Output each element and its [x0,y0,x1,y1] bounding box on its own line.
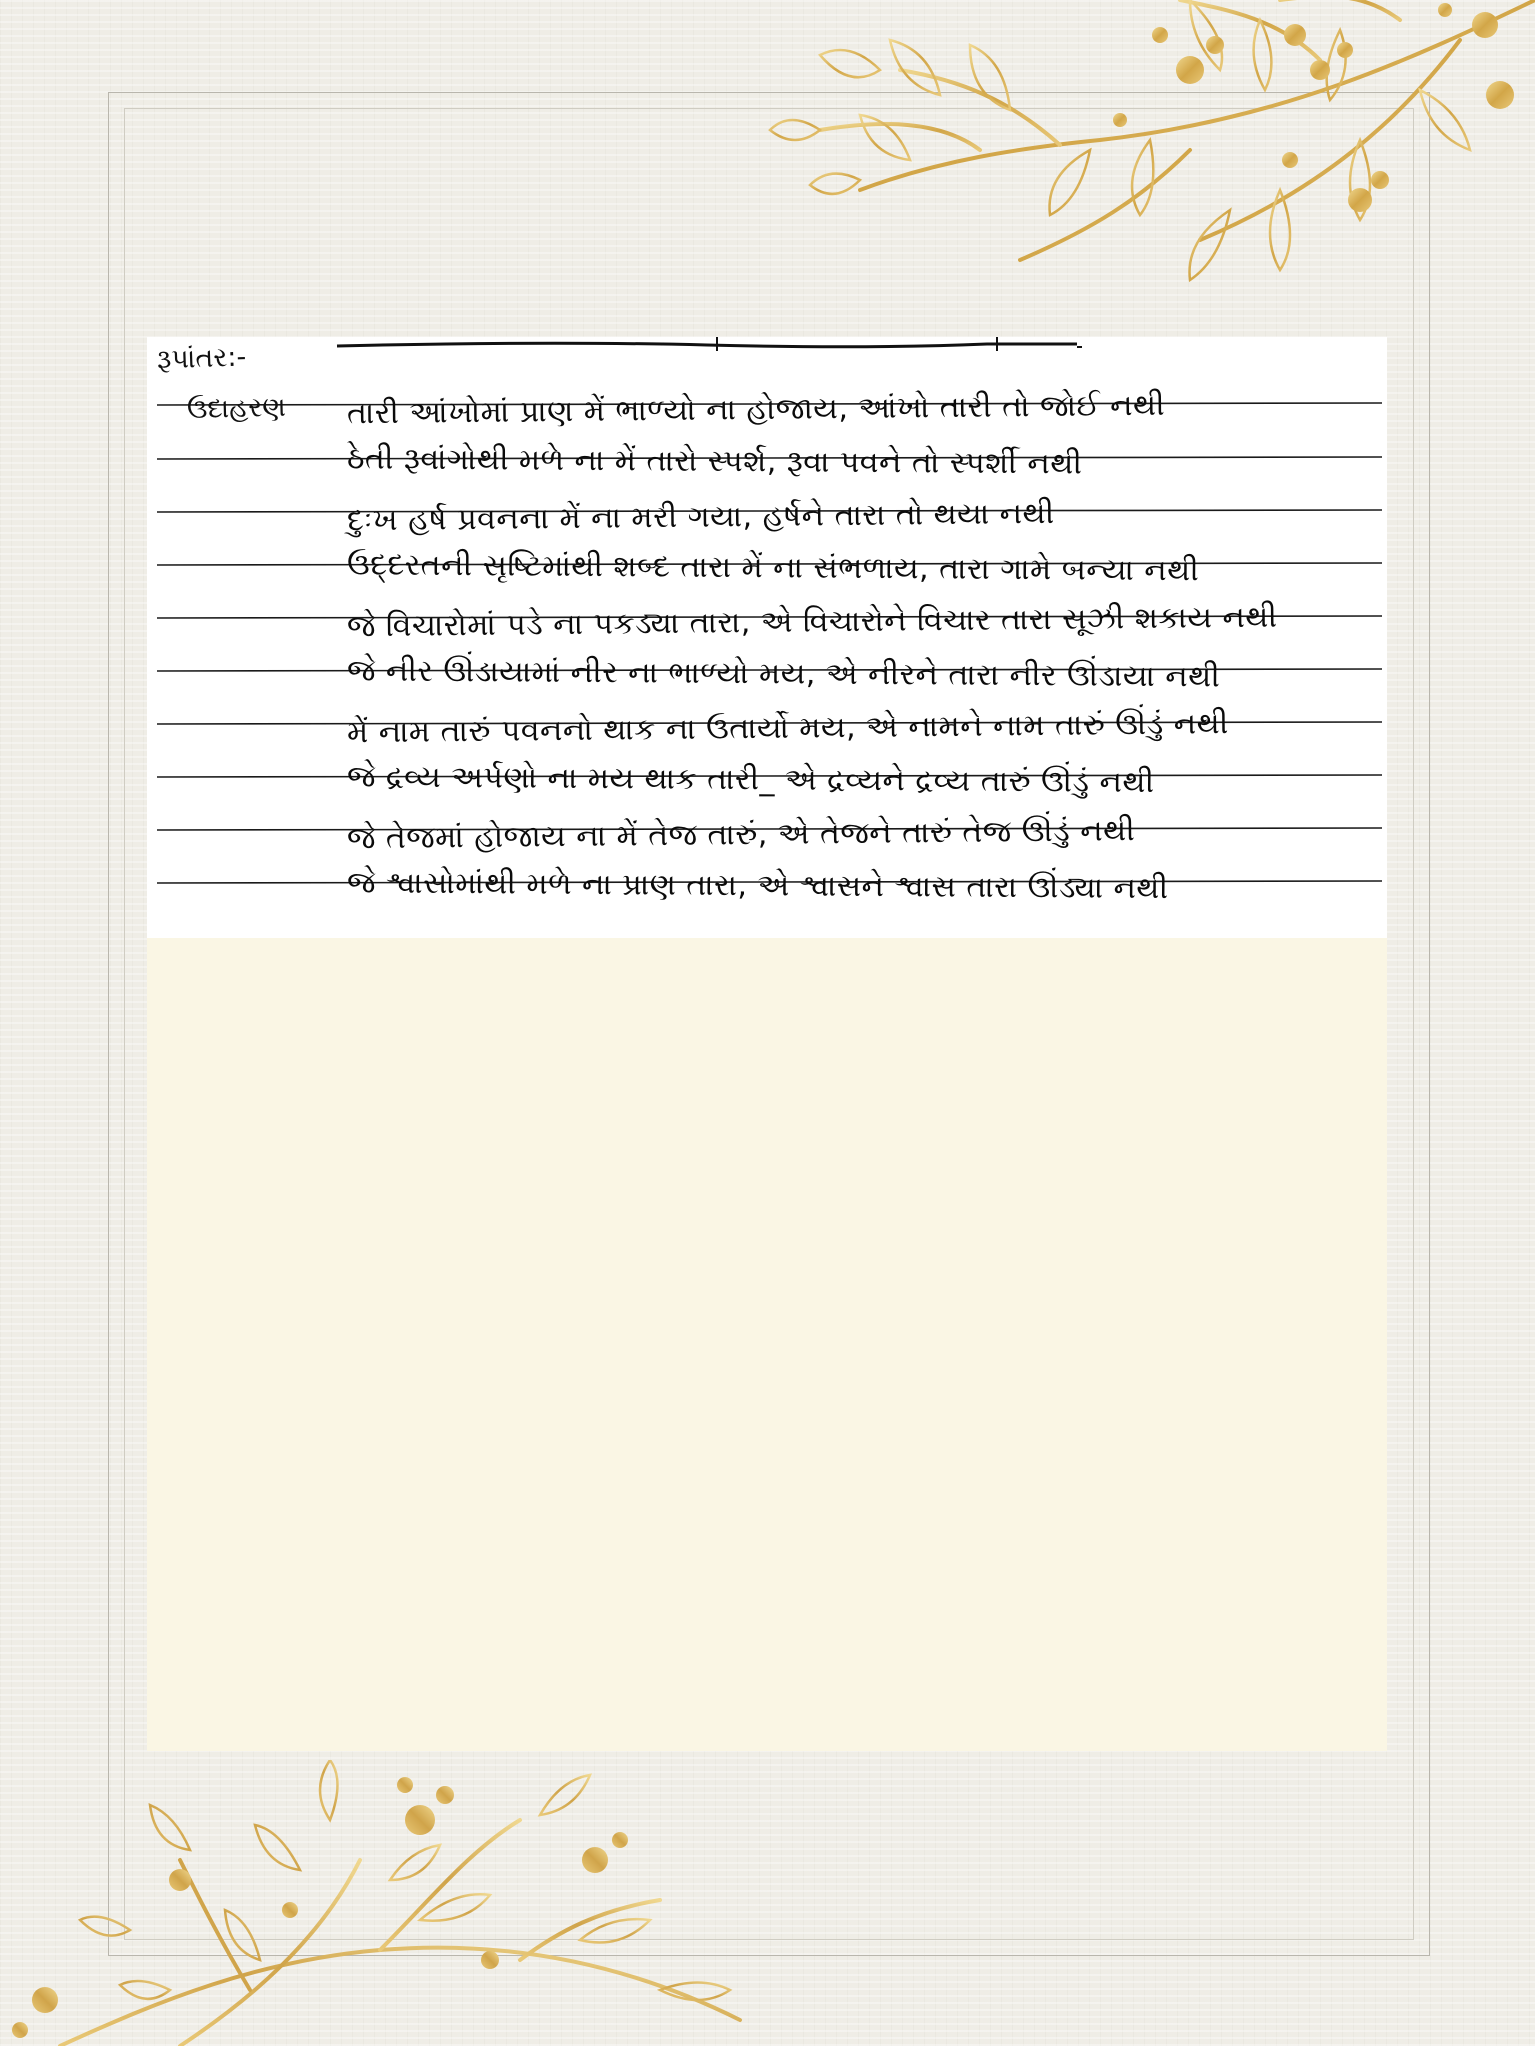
handwritten-line: ઠેતી રૂવાંગોથી મળે ના મેં તારો સ્પર્શ, રૂવા પવને તો સ્પર્શી નથી [346,441,1083,482]
handwritten-line: તારી આંખોમાં પ્રાણ મેં ભાળ્યો ના હોજાય, આંખો તારી તો જોઈ નથી [346,387,1166,432]
handwritten-line: જે નીર ઊંડાયામાં નીર ના ભાળ્યો મય, એ નીરને તારા નીર ઊંડાયા નથી [346,653,1221,695]
gold-leaf-branch-icon [0,1760,780,2046]
document-heading: રૂપાંતર:- [156,341,247,376]
handwritten-line: જે શ્વાસોમાંથી મળે ના પ્રાણ તારા, એ શ્વાસને શ્વાસ તારા ઊંડ્યા નથી [346,865,1169,907]
handwritten-line: જે તેજમાં હોજાય ના મેં તેજ તારું, એ તેજને તારું તેજ ઊંડું નથી [346,813,1136,857]
handwritten-line: જે વિચારોમાં પડે ના પકડ્યા તારા, એ વિચારોને વિચાર તારા સૂઝી શકાય નથી [346,599,1278,645]
gold-leaf-branch-icon [760,0,1535,310]
section-label: ઉદાહરણ [186,391,287,426]
handwritten-sheet [147,337,1387,938]
handwritten-line: ઉદ્દરતની સૃષ્ટિમાંથી શબ્દ તારા મેં ના સંભળાય, તારા ગામે બન્યા નથી [346,547,1200,589]
cream-panel [147,938,1387,1751]
handwritten-line: મેં નામ તારું પવનનો થાક ના ઉતાર્યો મય, એ નામને નામ તારું ઊંડું નથી [346,706,1229,751]
handwritten-line: જે દ્રવ્ય અર્પણો ના મય થાક તારી_ એ દ્રવ્યને દ્રવ્ય તારું ઊંડું નથી [346,759,1155,801]
handwritten-line: દુઃખ હર્ષ પ્રવનના મેં ના મરી ગયા, હર્ષને તારા તો થયા નથી [346,495,1055,539]
